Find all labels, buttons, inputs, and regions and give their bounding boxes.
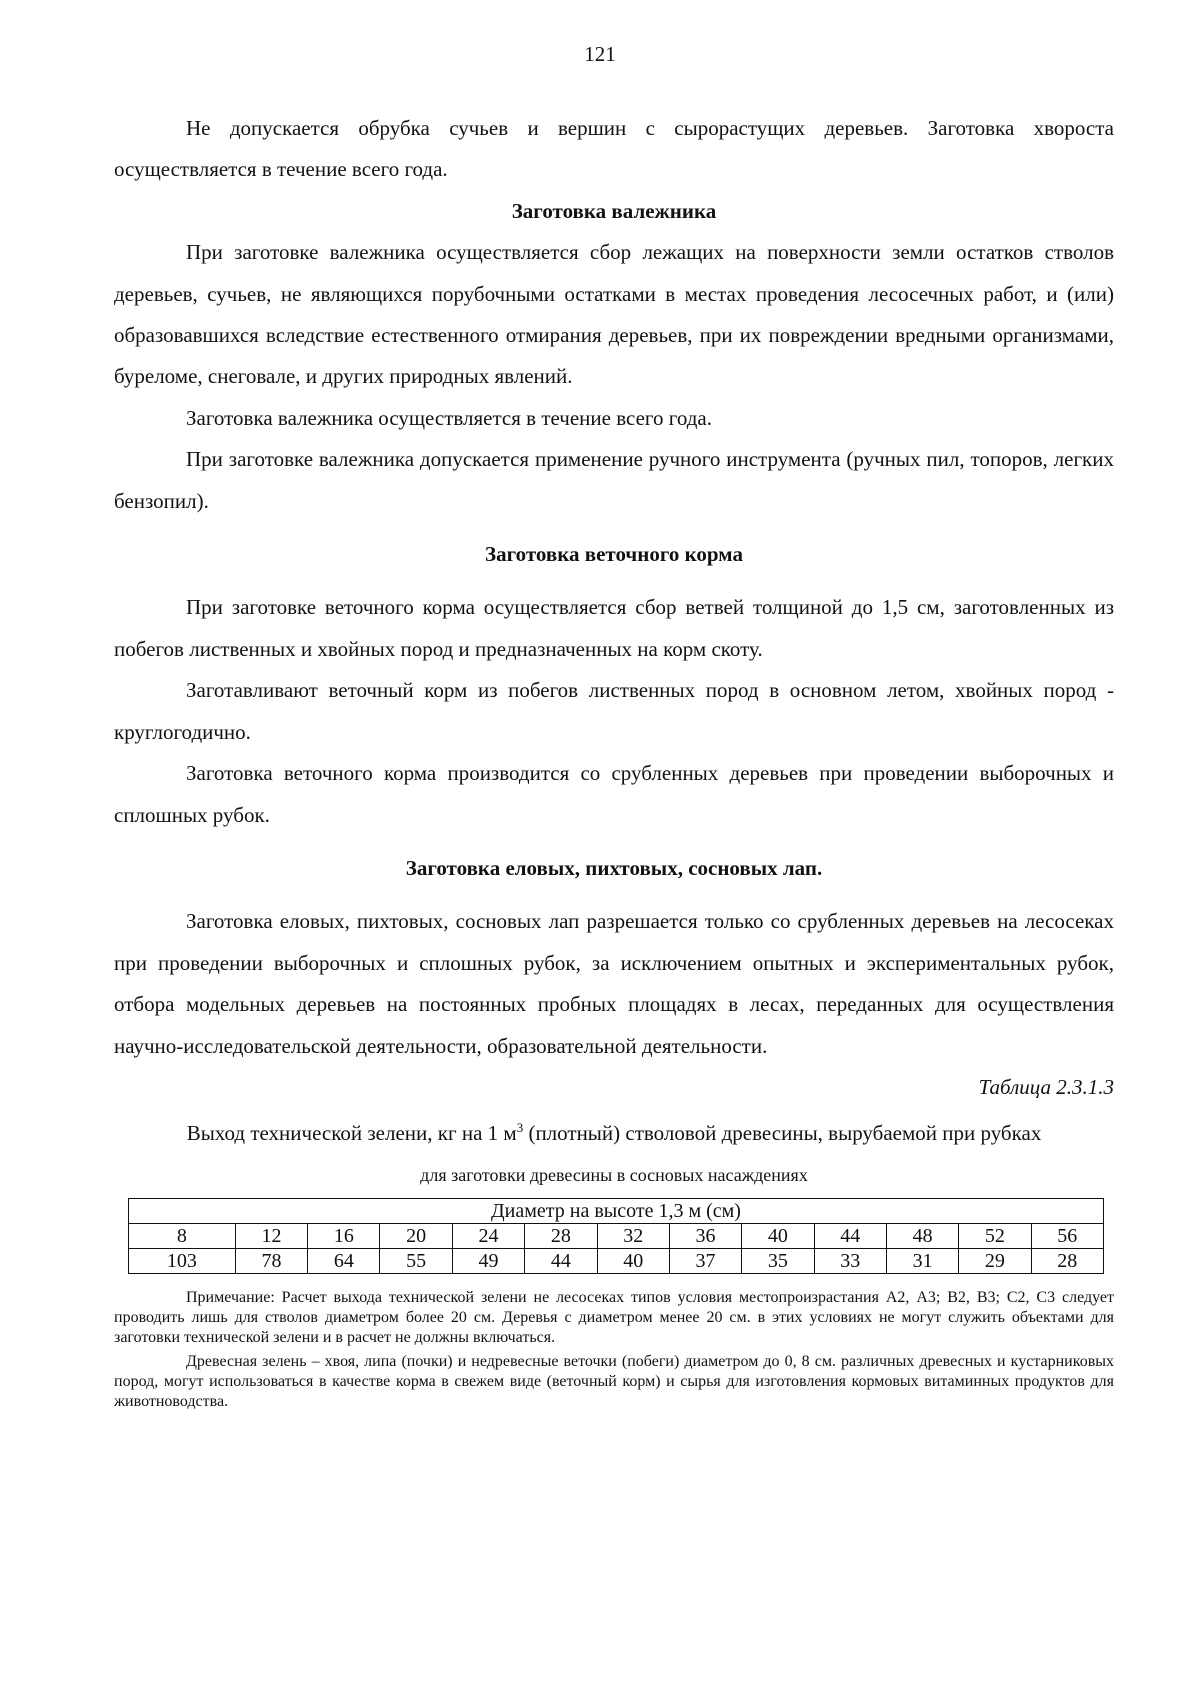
yield-row xyxy=(129,1248,1104,1273)
yield-cell: 40 xyxy=(597,1248,669,1273)
paragraph-deadwood-season: Заготовка валежника осуществляется в течение всего года. xyxy=(186,405,712,430)
diameter-cell: 16 xyxy=(308,1223,380,1248)
table-label: Таблица 2.3.1.3 xyxy=(978,1074,1114,1099)
diameter-cell: 20 xyxy=(380,1223,452,1248)
diameter-cell: 40 xyxy=(742,1223,814,1248)
yield-cell: 103 xyxy=(129,1248,236,1273)
diameter-cell: 36 xyxy=(669,1223,741,1248)
page-number: 121 xyxy=(584,42,616,66)
paragraph-conifer-branches: Заготовка еловых, пихтовых, сосновых лап разрешается только со срубленных деревьев на лесосеках при проведении выборочных и сплошных рубок, за исключением опытных и экспериментальных рубок, отбора модельных деревьев на постоянных пробных площадях в лесах, переданных для осуществления научно-исследовательской деятельности, образовательной деятельности. xyxy=(114,909,1114,1058)
heading-branch-feed: Заготовка веточного корма xyxy=(485,542,743,567)
table-header-row xyxy=(129,1198,1104,1223)
yield-cell: 31 xyxy=(886,1248,958,1273)
diameter-cell: 44 xyxy=(814,1223,886,1248)
note-wood-greenery: Древесная зелень – хвоя, липа (почки) и недревесные веточки (побеги) диаметром до 0, 8 см. различных древесных и кустарниковых пород, могут использоваться в качестве корма в свежем виде (веточный корм) и сырья для изготовления кормовых витаминных продуктов для животноводства. xyxy=(114,1352,1114,1410)
table-subtitle: для заготовки древесины в сосновых насаждениях xyxy=(420,1164,808,1185)
diameter-cell: 8 xyxy=(129,1223,236,1248)
diameter-cell: 48 xyxy=(886,1223,958,1248)
table-notes xyxy=(114,1288,1114,1412)
paragraph-deadwood-collection: При заготовке валежника осуществляется сбор лежащих на поверхности земли остатков стволов деревьев, сучьев, не являющихся порубочными остатками в местах проведения лесосечных работ, и (или) образовавшихся вследствие естественного отмирания деревьев, при их повреждении вредными организмами, буреломе, снеговале, и других природных явлений. xyxy=(114,240,1114,389)
table-title: Выход технической зелени, кг на 1 $м^3$ (плотный) стволовой древесины, вырубаемой при рубках xyxy=(186,1119,1042,1145)
diameter-row xyxy=(129,1223,1104,1248)
yield-cell: 28 xyxy=(1031,1248,1103,1273)
yield-cell: 44 xyxy=(525,1248,597,1273)
diameter-cell: 12 xyxy=(235,1223,307,1248)
yield-cell: 35 xyxy=(742,1248,814,1273)
paragraph-branch-feed-season: Заготавливают веточный корм из побегов лиственных пород в основном летом, хвойных пород - круглогодично. xyxy=(114,678,1114,744)
paragraph-deadwood-tools: При заготовке валежника допускается применение ручного инструмента (ручных пил, топоров, легких бензопил). xyxy=(114,447,1114,513)
green-yield-table xyxy=(128,1198,1104,1274)
diameter-cell: 28 xyxy=(525,1223,597,1248)
yield-cell: 33 xyxy=(814,1248,886,1273)
paragraph-branch-feed-source: Заготовка веточного корма производится со срубленных деревьев при проведении выборочных и сплошных рубок. xyxy=(114,761,1114,827)
yield-cell: 78 xyxy=(235,1248,307,1273)
diameter-cell: 32 xyxy=(597,1223,669,1248)
table-header-cell: Диаметр на высоте 1,3 м (см) xyxy=(129,1198,1104,1223)
diameter-cell: 56 xyxy=(1031,1223,1103,1248)
yield-cell: 49 xyxy=(452,1248,524,1273)
yield-cell: 55 xyxy=(380,1248,452,1273)
yield-cell: 37 xyxy=(669,1248,741,1273)
paragraph-branch-feed-collection: При заготовке веточного корма осуществляется сбор ветвей толщиной до 1,5 см, заготовленных из побегов лиственных и хвойных пород и предназначенных на корм скоту. xyxy=(114,595,1114,661)
yield-cell: 29 xyxy=(959,1248,1031,1273)
diameter-cell: 24 xyxy=(452,1223,524,1248)
heading-deadwood: Заготовка валежника xyxy=(511,198,717,223)
note-calculation: Примечание: Расчет выхода технической зелени не лесосеках типов условия местопроизрастания А2, А3; В2, В3; С2, С3 следует проводить лишь для стволов диаметром более 20 см. Деревья с диаметром менее 20 см. в этих условиях не могут служить объектами для заготовки технической зелени и в расчет не должны включаться. xyxy=(114,1288,1114,1346)
diameter-cell: 52 xyxy=(959,1223,1031,1248)
paragraph-brushwood: Не допускается обрубка сучьев и вершин с сырорастущих деревьев. Заготовка хвороста осуществляется в течение всего года. xyxy=(114,116,1114,182)
document-body xyxy=(114,108,1114,1416)
heading-conifer-branches: Заготовка еловых, пихтовых, сосновых лап. xyxy=(405,855,823,880)
yield-cell: 64 xyxy=(308,1248,380,1273)
